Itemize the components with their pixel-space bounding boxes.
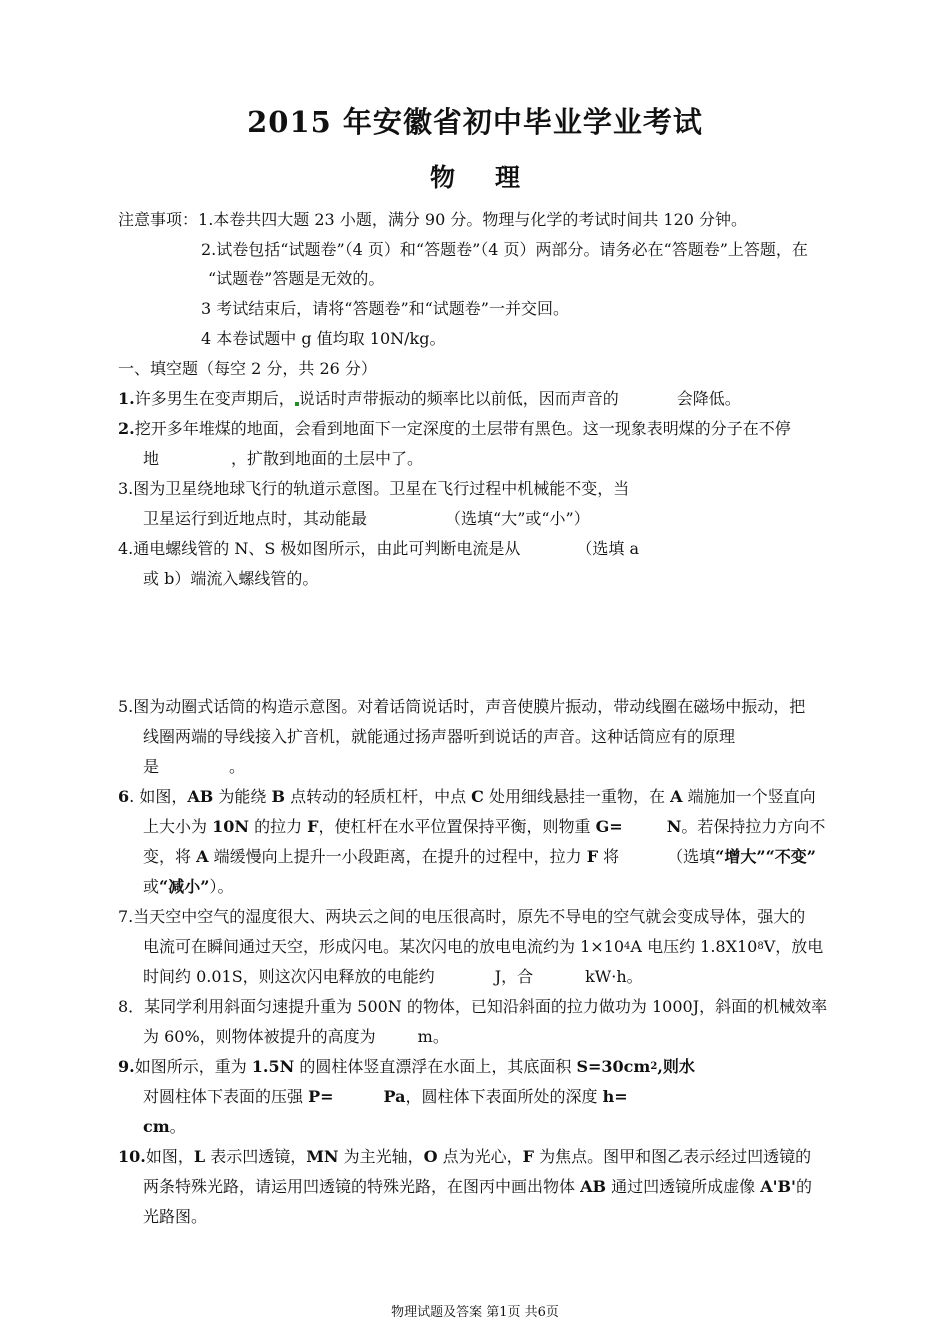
subject-title: 物理 — [429, 163, 560, 192]
section-heading: 一、填空题（每空 2 分，共 26 分） — [118, 359, 377, 378]
question-2-line-1: 2.挖开多年堆煤的地面，会看到地面下一定深度的土层带有黑色。这一现象表明煤的分子在不停 — [118, 419, 791, 438]
question-3-line-2: 卫星运行到近地点时，其动能最 （选填“大”或“小”） — [143, 509, 590, 528]
question-4-line-1: 4.通电螺线管的 N、S 极如图所示，由此可判断电流是从 （选填 a — [118, 539, 640, 558]
question-7-line-2: 电流可在瞬间通过天空，形成闪电。某次闪电的放电电流约为 $1\times 10^4A$ 电压约 $1.8X10^8V$，放电 — [143, 937, 824, 956]
page-title: 2015 年安徽省初中毕业学业考试 — [247, 105, 703, 139]
question-10-line-3: 光路图。 — [143, 1207, 208, 1226]
question-5-line-1: 5.图为动圈式话筒的构造示意图。对着话筒说话时，声音使膜片振动，带动线圈在磁场中振动，把 — [118, 697, 806, 716]
question-6-line-1: 6. 如图，AB 为能绕 B 点转动的轻质杠杆，中点 C 处用细线悬挂一重物，在 A 端施加一个竖直向 — [118, 787, 816, 806]
question-6-line-2: 上大小为 10N 的拉力 F，使杠杆在水平位置保持平衡，则物重 G= N。若保持拉力方向不 — [143, 817, 826, 836]
question-10-line-2: 两条特殊光路，请运用凹透镜的特殊光路，在图丙中画出物体 AB 通过凹透镜所成虚像 A'B'的 — [143, 1177, 812, 1196]
note-4: 4 本卷试题中 g 值均取 10N/kg。 — [201, 329, 446, 348]
question-8-line-2: 为 60%，则物体被提升的高度为 m。 — [143, 1027, 449, 1046]
question-4-line-2: 或 b）端流入螺线管的。 — [143, 569, 319, 588]
question-9-line-3: cm。 — [143, 1117, 186, 1136]
question-6-line-3: 变，将 A 端缓慢向上提升一小段距离，在提升的过程中，拉力 F 将 （选填“增大”“不变” — [143, 847, 816, 866]
note-1: 1.本卷共四大题 23 小题，满分 90 分。物理与化学的考试时间共 120 分钟。 — [198, 210, 748, 229]
page-footer: 物理试题及答案 第1页 共6页 — [391, 1305, 559, 1320]
question-7-line-1: 7.当天空中空气的湿度很大、两块云之间的电压很高时，原先不导电的空气就会变成导体，强大的 — [118, 907, 806, 926]
notes-label: 注意事项： — [118, 210, 199, 229]
notes-line-1 — [118, 210, 747, 230]
question-3-line-1: 3.图为卫星绕地球飞行的轨道示意图。卫星在飞行过程中机械能不变，当 — [118, 479, 630, 498]
question-5-line-2: 线圈两端的导线接入扩音机，就能通过扬声器听到说话的声音。这种话筒应有的原理 — [143, 727, 736, 746]
question-6-line-4: 或“减小”）。 — [143, 877, 234, 896]
question-10-line-1: 10.如图，L 表示凹透镜，MN 为主光轴，O 点为光心，F 为焦点。图甲和图乙表示经过凹透镜的 — [118, 1147, 812, 1166]
note-2a: 2.试卷包括“试题卷”（4 页）和“答题卷”（4 页）两部分。请务必在“答题卷”上答题，在 — [201, 240, 808, 259]
note-2b: “试题卷”答题是无效的。 — [208, 269, 385, 288]
note-3: 3 考试结束后，请将“答题卷”和“试题卷”一并交回。 — [201, 299, 569, 318]
question-8-line-1: 8．某同学利用斜面匀速提升重为 500N 的物体，已知沿斜面的拉力做功为 1000J，斜面的机械效率 — [118, 997, 828, 1016]
question-9-line-1: 9.如图所示，重为 1.5N 的圆柱体竖直漂浮在水面上，其底面积 $S=30cm^2$,则水 — [118, 1057, 695, 1076]
question-1: 1.许多男生在变声期后， 说话时声带振动的频率比以前低，因而声音的 会降低。 — [118, 389, 741, 408]
question-9-line-2: 对圆柱体下表面的压强 P= Pa，圆柱体下表面所处的深度 h= — [143, 1087, 628, 1106]
question-7-line-3: 时间约 0.01S，则这次闪电释放的电能约 J，合 kW·h。 — [143, 967, 643, 986]
question-2-line-2: 地 ，扩散到地面的土层中了。 — [143, 449, 424, 468]
question-5-line-3: 是 。 — [143, 757, 246, 776]
